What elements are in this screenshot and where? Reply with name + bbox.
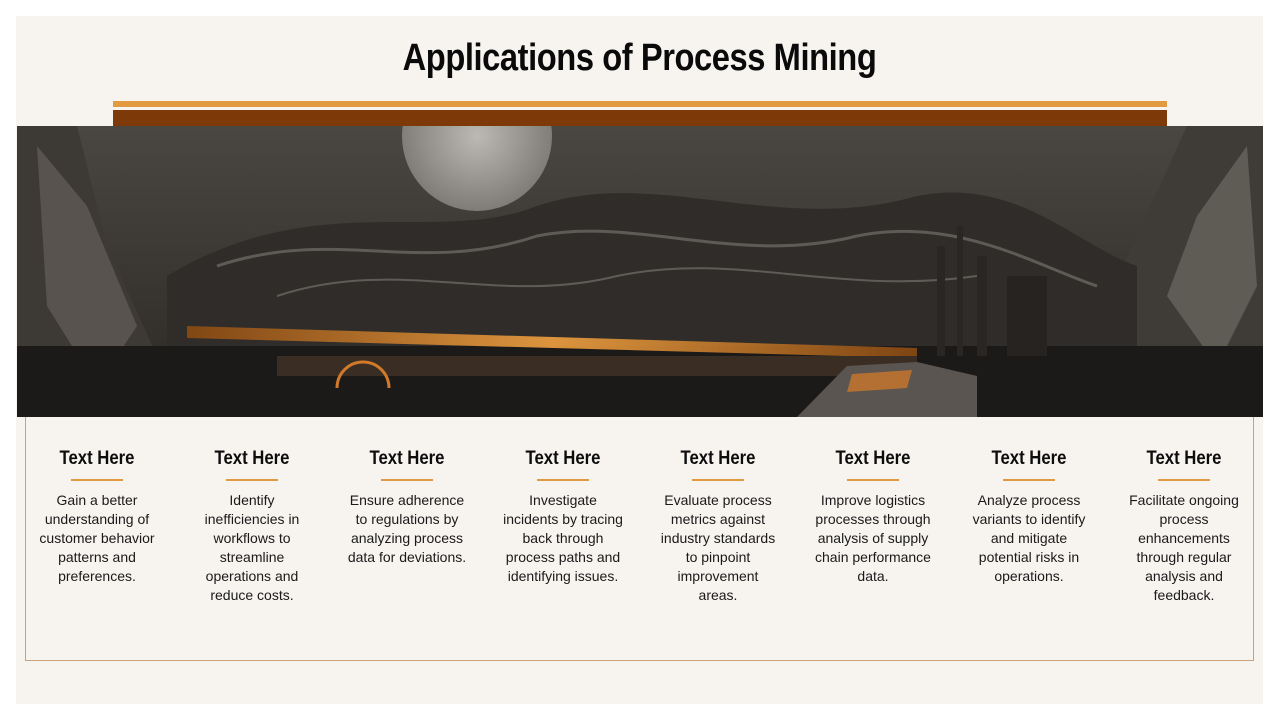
lunar-base-landscape-icon	[17, 126, 1263, 417]
column-4	[498, 447, 628, 586]
column-2	[187, 447, 317, 605]
column-heading: Text Here	[991, 448, 1067, 469]
column-3	[342, 447, 472, 567]
column-text: Improve logistics processes through analysis of supply chain performance data.	[815, 492, 931, 584]
column-heading: Text Here	[1146, 448, 1222, 469]
column-6	[808, 447, 938, 586]
column-divider	[847, 479, 899, 481]
banner-image	[17, 126, 1263, 417]
column-divider	[381, 479, 433, 481]
column-heading: Text Here	[59, 448, 135, 469]
column-text: Analyze process variants to identify and mitigate potential risks in operations.	[972, 492, 1086, 584]
column-text: Ensure adherence to regulations by analyzing process data for deviations.	[347, 492, 467, 565]
column-divider	[226, 479, 278, 481]
column-8	[1119, 447, 1249, 605]
column-text: Investigate incidents by tracing back through process paths and identifying issues.	[503, 492, 623, 584]
column-7	[964, 447, 1094, 586]
column-divider	[692, 479, 744, 481]
column-5	[653, 447, 783, 605]
column-heading: Text Here	[369, 448, 445, 469]
column-text: Identify inefficiencies in workflows to streamline operations and reduce costs.	[204, 492, 300, 603]
column-divider	[537, 479, 589, 481]
column-divider	[1158, 479, 1210, 481]
accent-bar-dark	[113, 110, 1167, 126]
content-panel	[25, 417, 1254, 661]
column-1	[32, 447, 162, 586]
column-divider	[1003, 479, 1055, 481]
column-heading: Text Here	[525, 448, 601, 469]
page-title: Applications of Process Mining	[402, 37, 877, 79]
column-heading: Text Here	[835, 448, 911, 469]
column-text: Gain a better understanding of customer behavior patterns and preferences.	[39, 492, 155, 584]
column-divider	[71, 479, 123, 481]
column-text: Facilitate ongoing process enhancements through regular analysis and feedback.	[1129, 492, 1239, 603]
accent-bar-light	[113, 101, 1167, 107]
column-text: Evaluate process metrics against industry standards to pinpoint improvement areas.	[660, 492, 776, 603]
column-heading: Text Here	[680, 448, 756, 469]
slide	[16, 16, 1263, 704]
column-heading: Text Here	[214, 448, 290, 469]
